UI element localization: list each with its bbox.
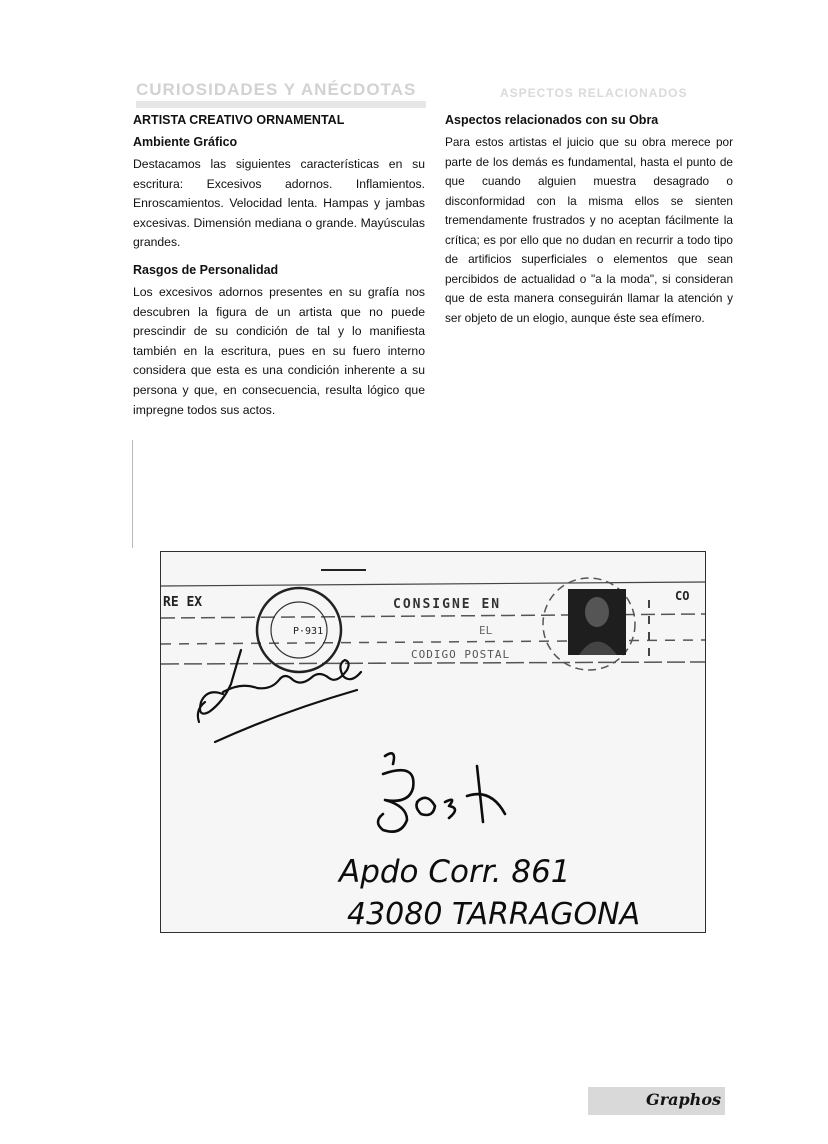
subheading-ambiente-grafico: Ambiente Gráfico [133, 135, 238, 149]
paragraph-ambiente-grafico: Destacamos las siguientes características en su escritura: Excesivos adornos. Inflamientos. Enroscamientos. Velocidad lenta. Hampas y jambas excesivas. Dimensión mediana o grande. Mayúsculas grandes. [133, 157, 425, 250]
bleed-through-line [136, 101, 426, 108]
scan-fold-line [132, 440, 133, 548]
left-column [133, 113, 425, 420]
postmark-slogan-line3: CODIGO POSTAL [411, 648, 511, 661]
postmark-slogan-line2: EL [479, 624, 493, 637]
svg-text:P·931: P·931 [293, 626, 324, 637]
envelope-edge [161, 582, 705, 586]
handwritten-address-strokes [378, 753, 505, 831]
postmark-slogan: CONSIGNE EN [393, 597, 502, 612]
envelope-photo [160, 551, 706, 933]
stamp-fragment-right: CO [675, 589, 690, 603]
address-line-2: Apdo Corr. 861 [339, 854, 571, 890]
address-line-3: 43080 TARRAGONA [347, 897, 641, 932]
stamp-fragment-left: RE EX [163, 595, 203, 610]
section-title: ARTISTA CREATIVO ORNAMENTAL [133, 113, 345, 127]
postage-stamp [543, 578, 635, 670]
round-postmark [257, 588, 341, 672]
footer-logo: Graphos [646, 1090, 721, 1109]
bleed-through-heading: ASPECTOS RELACIONADOS [500, 86, 688, 100]
right-paragraph: Para estos artistas el juicio que su obra merece por parte de los demás es fundamental, hasta el punto de que cuando alguien muestra desagrado o disconformidad con la misma ellos se sienten tremendamente frustrados y no aceptan fácilmente la crítica; es por ello que no dudan en recurrir a todo tipo de artificios superficiales o elementos que sean percibidos de actualidad o "a la moda", si consideran que de esta manera conseguirán llamar la atención y ser objeto de un elogio, aunque éste sea efímero. [445, 135, 733, 325]
paragraph-rasgos-personalidad: Los excesivos adornos presentes en su grafía nos descubren la figura de un artista que no puede prescindir de su condición de tal y lo manifiesta también en la escritura, pues en su fuero interno considera que esta es una condición inherente a su persona y que, en consecuencia, resulta lógico que impregne todos sus actos. [133, 284, 425, 417]
subheading-rasgos-personalidad: Rasgos de Personalidad [133, 262, 279, 277]
right-heading: Aspectos relacionados con su Obra [445, 113, 659, 127]
right-column [445, 113, 733, 328]
bleed-through-title: CURIOSIDADES Y ANÉCDOTAS [136, 80, 417, 99]
footer-logo-bar [588, 1087, 725, 1115]
